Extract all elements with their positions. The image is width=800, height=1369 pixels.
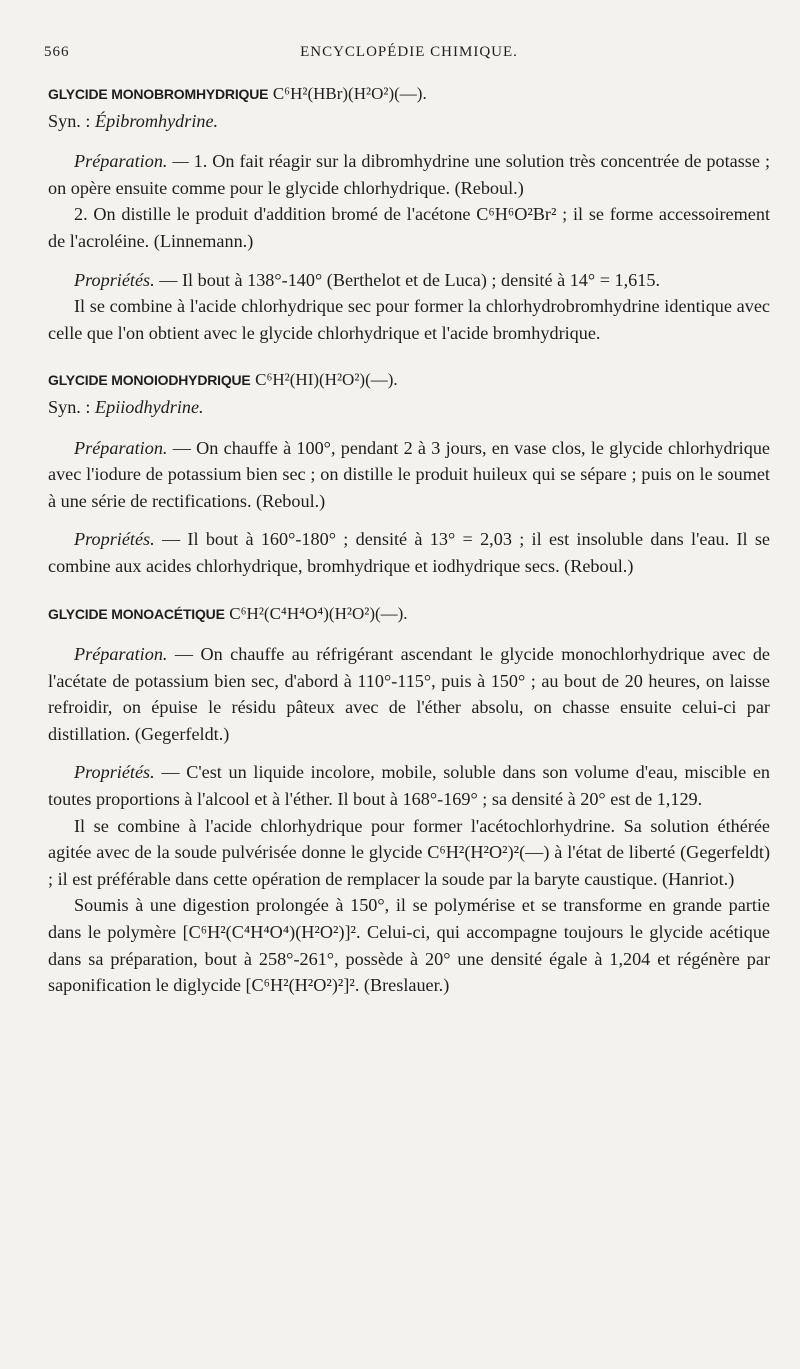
synonym-label: Syn. :	[48, 396, 91, 417]
preparation-label: Préparation. —	[74, 151, 189, 172]
properties-paragraph	[48, 267, 770, 294]
properties-paragraph-3: Soumis à une digestion prolongée à 150°, il se polymérise et se transforme en grande partie dans le polymère [C⁶H²(C⁴H⁴O⁴)(H²O²)]². Celui-ci, qui accompagne toujours le glycide acétique dans sa préparation, bout à 258°-261°, possède à 20° une densité égale à 1,204 et régénère par saponification le diglycide [C⁶H²(H²O²)²]². (Breslauer.)	[48, 895, 770, 996]
properties-label: Propriétés.	[74, 269, 155, 290]
synonym-value: Épibromhydrine.	[95, 110, 219, 131]
preparation-paragraph-2: 2. On distille le produit d'addition bromé de l'acétone C⁶H⁶O²Br² ; il se forme accessoirement de l'acroléine. (Linnemann.)	[48, 204, 770, 251]
preparation-text: 1. On fait réagir sur la dibromhydrine une solution très concentrée de potasse ; on opère ensuite comme pour le glycide chlorhydrique. (Reboul.)	[48, 151, 770, 198]
preparation-text: — On chauffe au réfrigérant ascendant le glycide monochlorhydrique avec de l'acétate de potassium bien sec, d'abord à 110°-115°, puis à 150° ; au bout de 20 heures, on laisse refroidir, on épuise le résidu pâteux avec de l'éther absolu, on chasse ensuite celui-ci par distillation. (Gegerfeldt.)	[48, 644, 771, 744]
properties-text: — C'est un liquide incolore, mobile, soluble dans son volume d'eau, miscible en toutes proportions à l'alcool et à l'éther. Il bout à 168°-169° ; sa densité à 20° est de 1,129.	[48, 762, 771, 810]
compound-name: GLYCIDE MONOBROMHYDRIQUE	[48, 86, 269, 102]
preparation-label: Préparation.	[74, 437, 168, 458]
synonym-value: Epiiodhydrine.	[95, 396, 204, 417]
preparation-paragraph	[48, 148, 770, 201]
page-header	[44, 44, 770, 68]
properties-paragraph-2: Il se combine à l'acide chlorhydrique sec pour former la chlorhydrobromhydrine identique avec celle que l'on obtient avec le glycide chlorhydrique et l'acide bromhydrique.	[48, 296, 770, 343]
synonym-label: Syn. :	[48, 110, 91, 131]
properties-label: Propriétés.	[74, 529, 155, 550]
running-title: ENCYCLOPÉDIE CHIMIQUE.	[300, 44, 518, 60]
section-heading-monoiodhydrique	[48, 366, 770, 394]
section-heading-monobromhydrique	[48, 80, 770, 108]
synonym	[48, 108, 770, 135]
compound-formula: C⁶H²(HBr)(H²O²)(—).	[272, 84, 427, 103]
page-number: 566	[44, 44, 70, 60]
compound-name: GLYCIDE MONOACÉTIQUE	[48, 605, 225, 622]
compound-formula: C⁶H²(C⁴H⁴O⁴)(H²O²)(—).	[229, 603, 408, 623]
compound-name: GLYCIDE MONOIODHYDRIQUE	[48, 372, 251, 389]
synonym	[48, 394, 770, 421]
properties-text: — Il bout à 138°-140° (Berthelot et de Luca) ; densité à 14° = 1,615.	[159, 269, 660, 290]
properties-paragraph	[48, 759, 770, 812]
page-content	[48, 80, 770, 999]
preparation-paragraph	[48, 435, 770, 515]
properties-text: — Il bout à 160°-180° ; densité à 13° = 2,03 ; il est insoluble dans l'eau. Il se combine aux acides chlorhydrique, bromhydrique et iodhydrique secs. (Reboul.)	[48, 529, 770, 576]
preparation-label: Préparation.	[74, 644, 168, 665]
compound-formula: C⁶H²(HI)(H²O²)(—).	[255, 370, 398, 390]
section-heading-monoacetique	[48, 600, 770, 628]
properties-paragraph	[48, 526, 770, 579]
properties-label: Propriétés.	[74, 762, 155, 783]
preparation-paragraph	[48, 641, 770, 747]
preparation-text: — On chauffe à 100°, pendant 2 à 3 jours, en vase clos, le glycide chlorhydrique avec l'iodure de potassium bien sec ; on distille le produit huileux qui se sépare ; puis on le soumet à une série de rectifications. (Reboul.)	[48, 437, 770, 511]
properties-paragraph-2: Il se combine à l'acide chlorhydrique pour former l'acétochlorhydrine. Sa solution éthérée agitée avec de la soude pulvérisée donne le glycide C⁶H²(H²O²)²(—) à l'état de liberté (Gegerfeldt) ; il est préférable dans cette opération de remplacer la soude par la baryte caustique. (Hanriot.)	[48, 815, 770, 889]
